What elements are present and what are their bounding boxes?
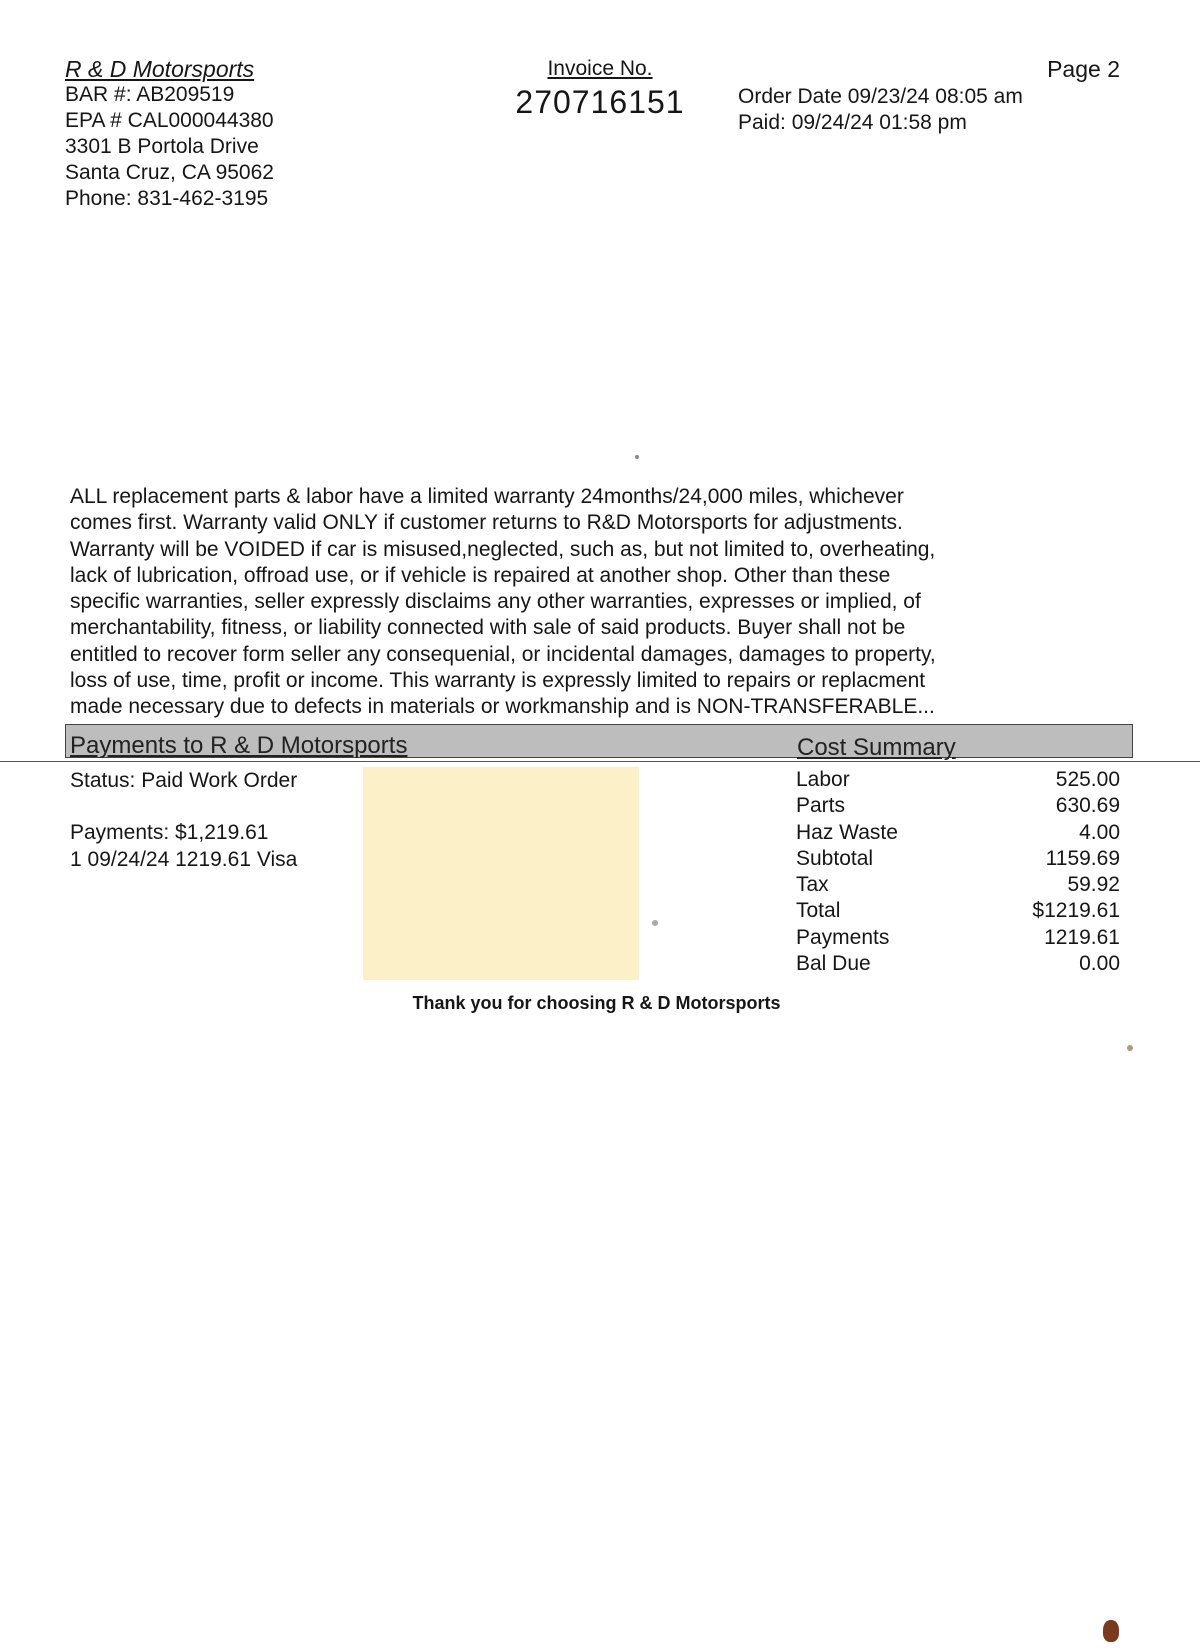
cost-value: 630.69 (1055, 794, 1120, 818)
cost-summary-table (796, 767, 1120, 977)
cost-value: 4.00 (1079, 820, 1120, 844)
cost-label: Tax (796, 873, 829, 897)
page-number: Page 2 (1047, 56, 1120, 82)
scan-speck (635, 455, 639, 459)
payment-status: Status: Paid Work Order (70, 769, 298, 792)
redacted-area (363, 767, 639, 980)
cost-row (796, 951, 1120, 977)
shop-info (65, 56, 465, 212)
phone: Phone: 831-462-3195 (65, 187, 269, 210)
cost-value: 59.92 (1067, 873, 1120, 897)
cost-label: Bal Due (796, 952, 871, 976)
cost-value: $1219.61 (1032, 899, 1120, 923)
cost-row (796, 793, 1120, 819)
bar-number: BAR #: AB209519 (65, 83, 235, 106)
cost-value: 0.00 (1079, 952, 1120, 976)
warranty-line: entitled to recover form seller any consequenial, or incidental damages, damages to property, (70, 642, 936, 666)
warranty-line: merchantability, fitness, or liability connected with sale of said products. Buyer shall not be (70, 616, 906, 640)
cost-label: Payments (796, 925, 890, 949)
cost-summary-title: Cost Summary (797, 734, 956, 761)
thank-you-note: Thank you for choosing R & D Motorsports (412, 993, 781, 1013)
dates-block (738, 84, 1138, 136)
warranty-line: comes first. Warranty valid ONLY if customer returns to R&D Motorsports for adjustments. (70, 511, 903, 535)
cost-row (796, 820, 1120, 846)
cost-label: Labor (796, 768, 850, 791)
invoice-block (500, 56, 700, 121)
cost-row (796, 872, 1120, 898)
cost-row (796, 846, 1120, 872)
warranty-line: ALL replacement parts & labor have a limited warranty 24months/24,000 miles, whichever (70, 485, 904, 508)
scan-stain (1103, 1620, 1119, 1642)
warranty-text (70, 484, 1160, 721)
payments-section-title: Payments to R & D Motorsports (70, 732, 408, 759)
warranty-line: loss of use, time, profit or income. This warranty is expressly limited to repairs or replacment (70, 669, 926, 693)
payment-entry: 1 09/24/24 1219.61 Visa (70, 847, 298, 871)
cost-label: Subtotal (796, 846, 874, 870)
invoice-number: 270716151 (515, 84, 685, 120)
cost-row (796, 925, 1120, 951)
warranty-line: made necessary due to defects in materials or workmanship and is NON-TRANSFERABLE... (70, 695, 935, 719)
warranty-line: specific warranties, seller expressly disclaims any other warranties, expresses or implied, of (70, 590, 921, 614)
cost-row (796, 767, 1120, 793)
warranty-line: lack of lubrication, offroad use, or if vehicle is repaired at another shop. Other than these (70, 563, 891, 587)
cost-value: 1159.69 (1045, 846, 1120, 870)
cost-row (796, 898, 1120, 924)
address-line-1: 3301 B Portola Drive (65, 135, 259, 158)
cost-label: Haz Waste (796, 820, 898, 844)
paid-date: Paid: 09/24/24 01:58 pm (738, 111, 967, 134)
scan-speck (1127, 1045, 1133, 1051)
cost-value: 1219.61 (1044, 925, 1120, 949)
invoice-label: Invoice No. (547, 57, 653, 80)
scan-speck (652, 920, 658, 926)
divider-line (0, 761, 1200, 762)
shop-name: R & D Motorsports (65, 56, 255, 82)
warranty-line: Warranty will be VOIDED if car is misused,neglected, such as, but not limited to, overheating, (70, 537, 936, 561)
epa-number: EPA # CAL000044380 (65, 109, 274, 132)
cost-label: Total (796, 899, 841, 923)
address-line-2: Santa Cruz, CA 95062 (65, 161, 274, 184)
order-date: Order Date 09/23/24 08:05 am (738, 85, 1023, 108)
payments-total: Payments: $1,219.61 (70, 821, 269, 845)
cost-value: 525.00 (1055, 768, 1120, 791)
cost-label: Parts (796, 794, 846, 818)
